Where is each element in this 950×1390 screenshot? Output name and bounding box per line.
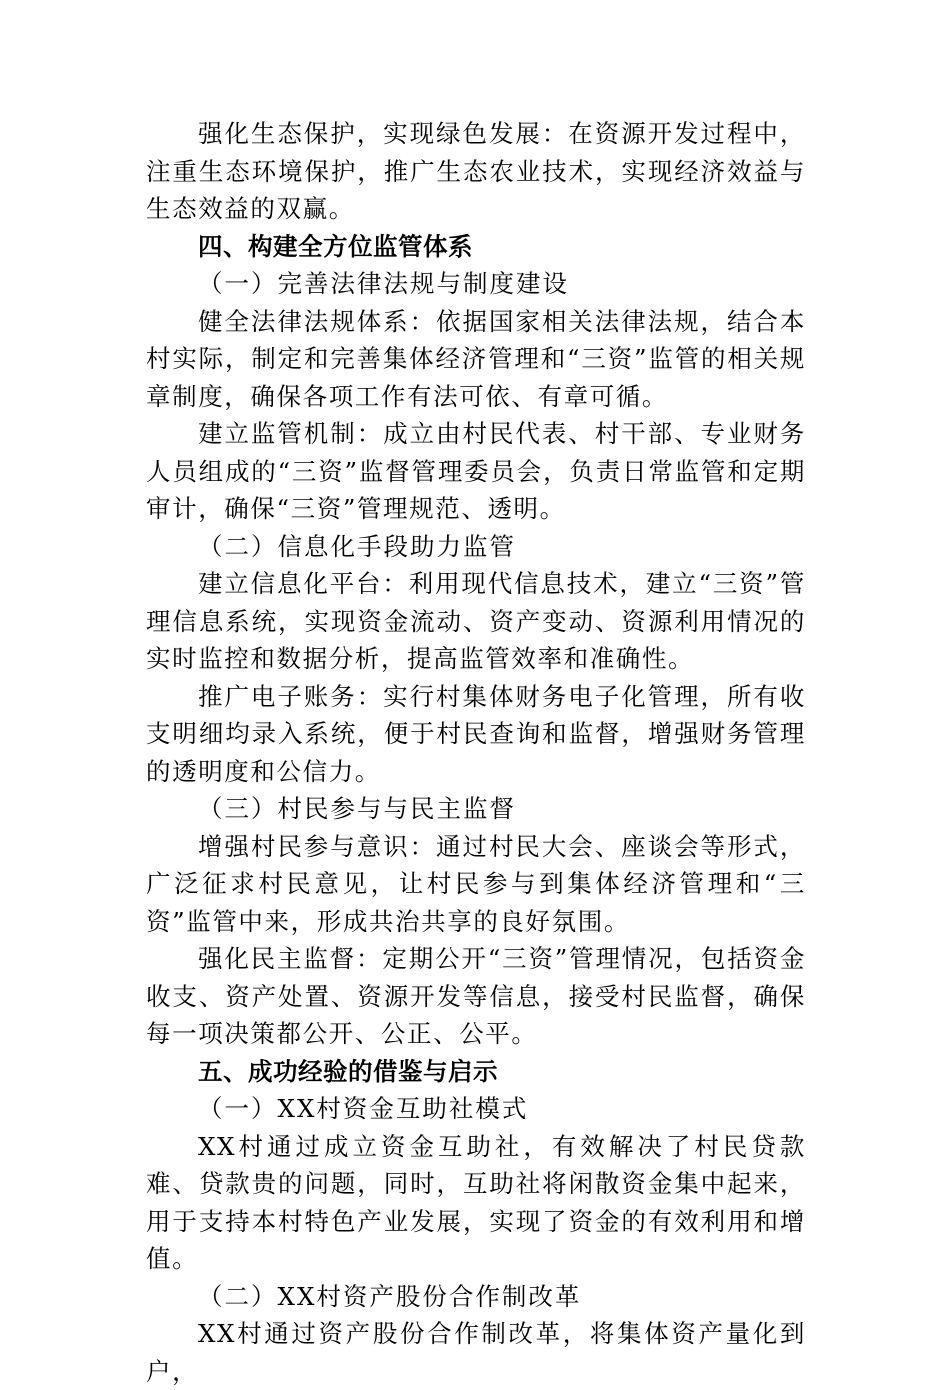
- paragraph-eco-protection: 强化生态保护，实现绿色发展：在资源开发过程中，注重生态环境保护，推广生态农业技术，实现经济效益与生态效益的双赢。: [146, 119, 806, 223]
- paragraph-legal-system: 健全法律法规体系：依据国家相关法律法规，结合本村实际，制定和完善集体经济管理和“三资”监管的相关规章制度，确保各项工作有法可依、有章可循。: [146, 306, 806, 411]
- subsection-heading-laws: （一）完善法律法规与制度建设: [198, 269, 569, 298]
- paragraph-democratic-supervision: 强化民主监督：定期公开“三资”管理情况，包括资金收支、资产处置、资源开发等信息，接受村民监督，确保每一项决策都公开、公正、公平。: [146, 944, 806, 1048]
- document-page: [146, 115, 806, 1390]
- subsection-heading-informatization: （二）信息化手段助力监管: [198, 531, 516, 561]
- paragraph-participation-awareness: 增强村民参与意识：通过村民大会、座谈会等形式，广泛征求村民意见，让村民参与到集体经济管理和“三资”监管中来，形成共治共享的良好氛围。: [146, 831, 806, 936]
- section-heading-supervision: 四、构建全方位监管体系: [198, 231, 473, 261]
- paragraph-supervision-mechanism: 建立监管机制：成立由村民代表、村干部、专业财务人员组成的“三资”监督管理委员会，负责日常监管和定期审计，确保“三资”管理规范、透明。: [146, 419, 806, 523]
- subsection-heading-shareholding: （二）XX村资产股份合作制改革: [198, 1281, 582, 1311]
- paragraph-mutual-aid: XX村通过成立资金互助社，有效解决了村民贷款难、贷款贵的问题，同时，互助社将闲散资金集中起来，用于支持本村特色产业发展，实现了资金的有效利用和增值。: [146, 1131, 806, 1273]
- paragraph-shareholding: XX村通过资产股份合作制改革，将集体资产量化到户，: [146, 1319, 806, 1386]
- paragraph-info-platform: 建立信息化平台：利用现代信息技术，建立“三资”管理信息系统，实现资金流动、资产变动、资源利用情况的实时监控和数据分析，提高监管效率和准确性。: [146, 569, 806, 673]
- subsection-heading-mutual-aid: （一）XX村资金互助社模式: [198, 1094, 529, 1123]
- section-heading-experience: 五、成功经验的借鉴与启示: [198, 1056, 498, 1086]
- paragraph-e-accounting: 推广电子账务：实行村集体财务电子化管理，所有收支明细均录入系统，便于村民查询和监督，增强财务管理的透明度和公信力。: [146, 681, 806, 786]
- subsection-heading-villager-participation: （三）村民参与与民主监督: [198, 794, 516, 823]
